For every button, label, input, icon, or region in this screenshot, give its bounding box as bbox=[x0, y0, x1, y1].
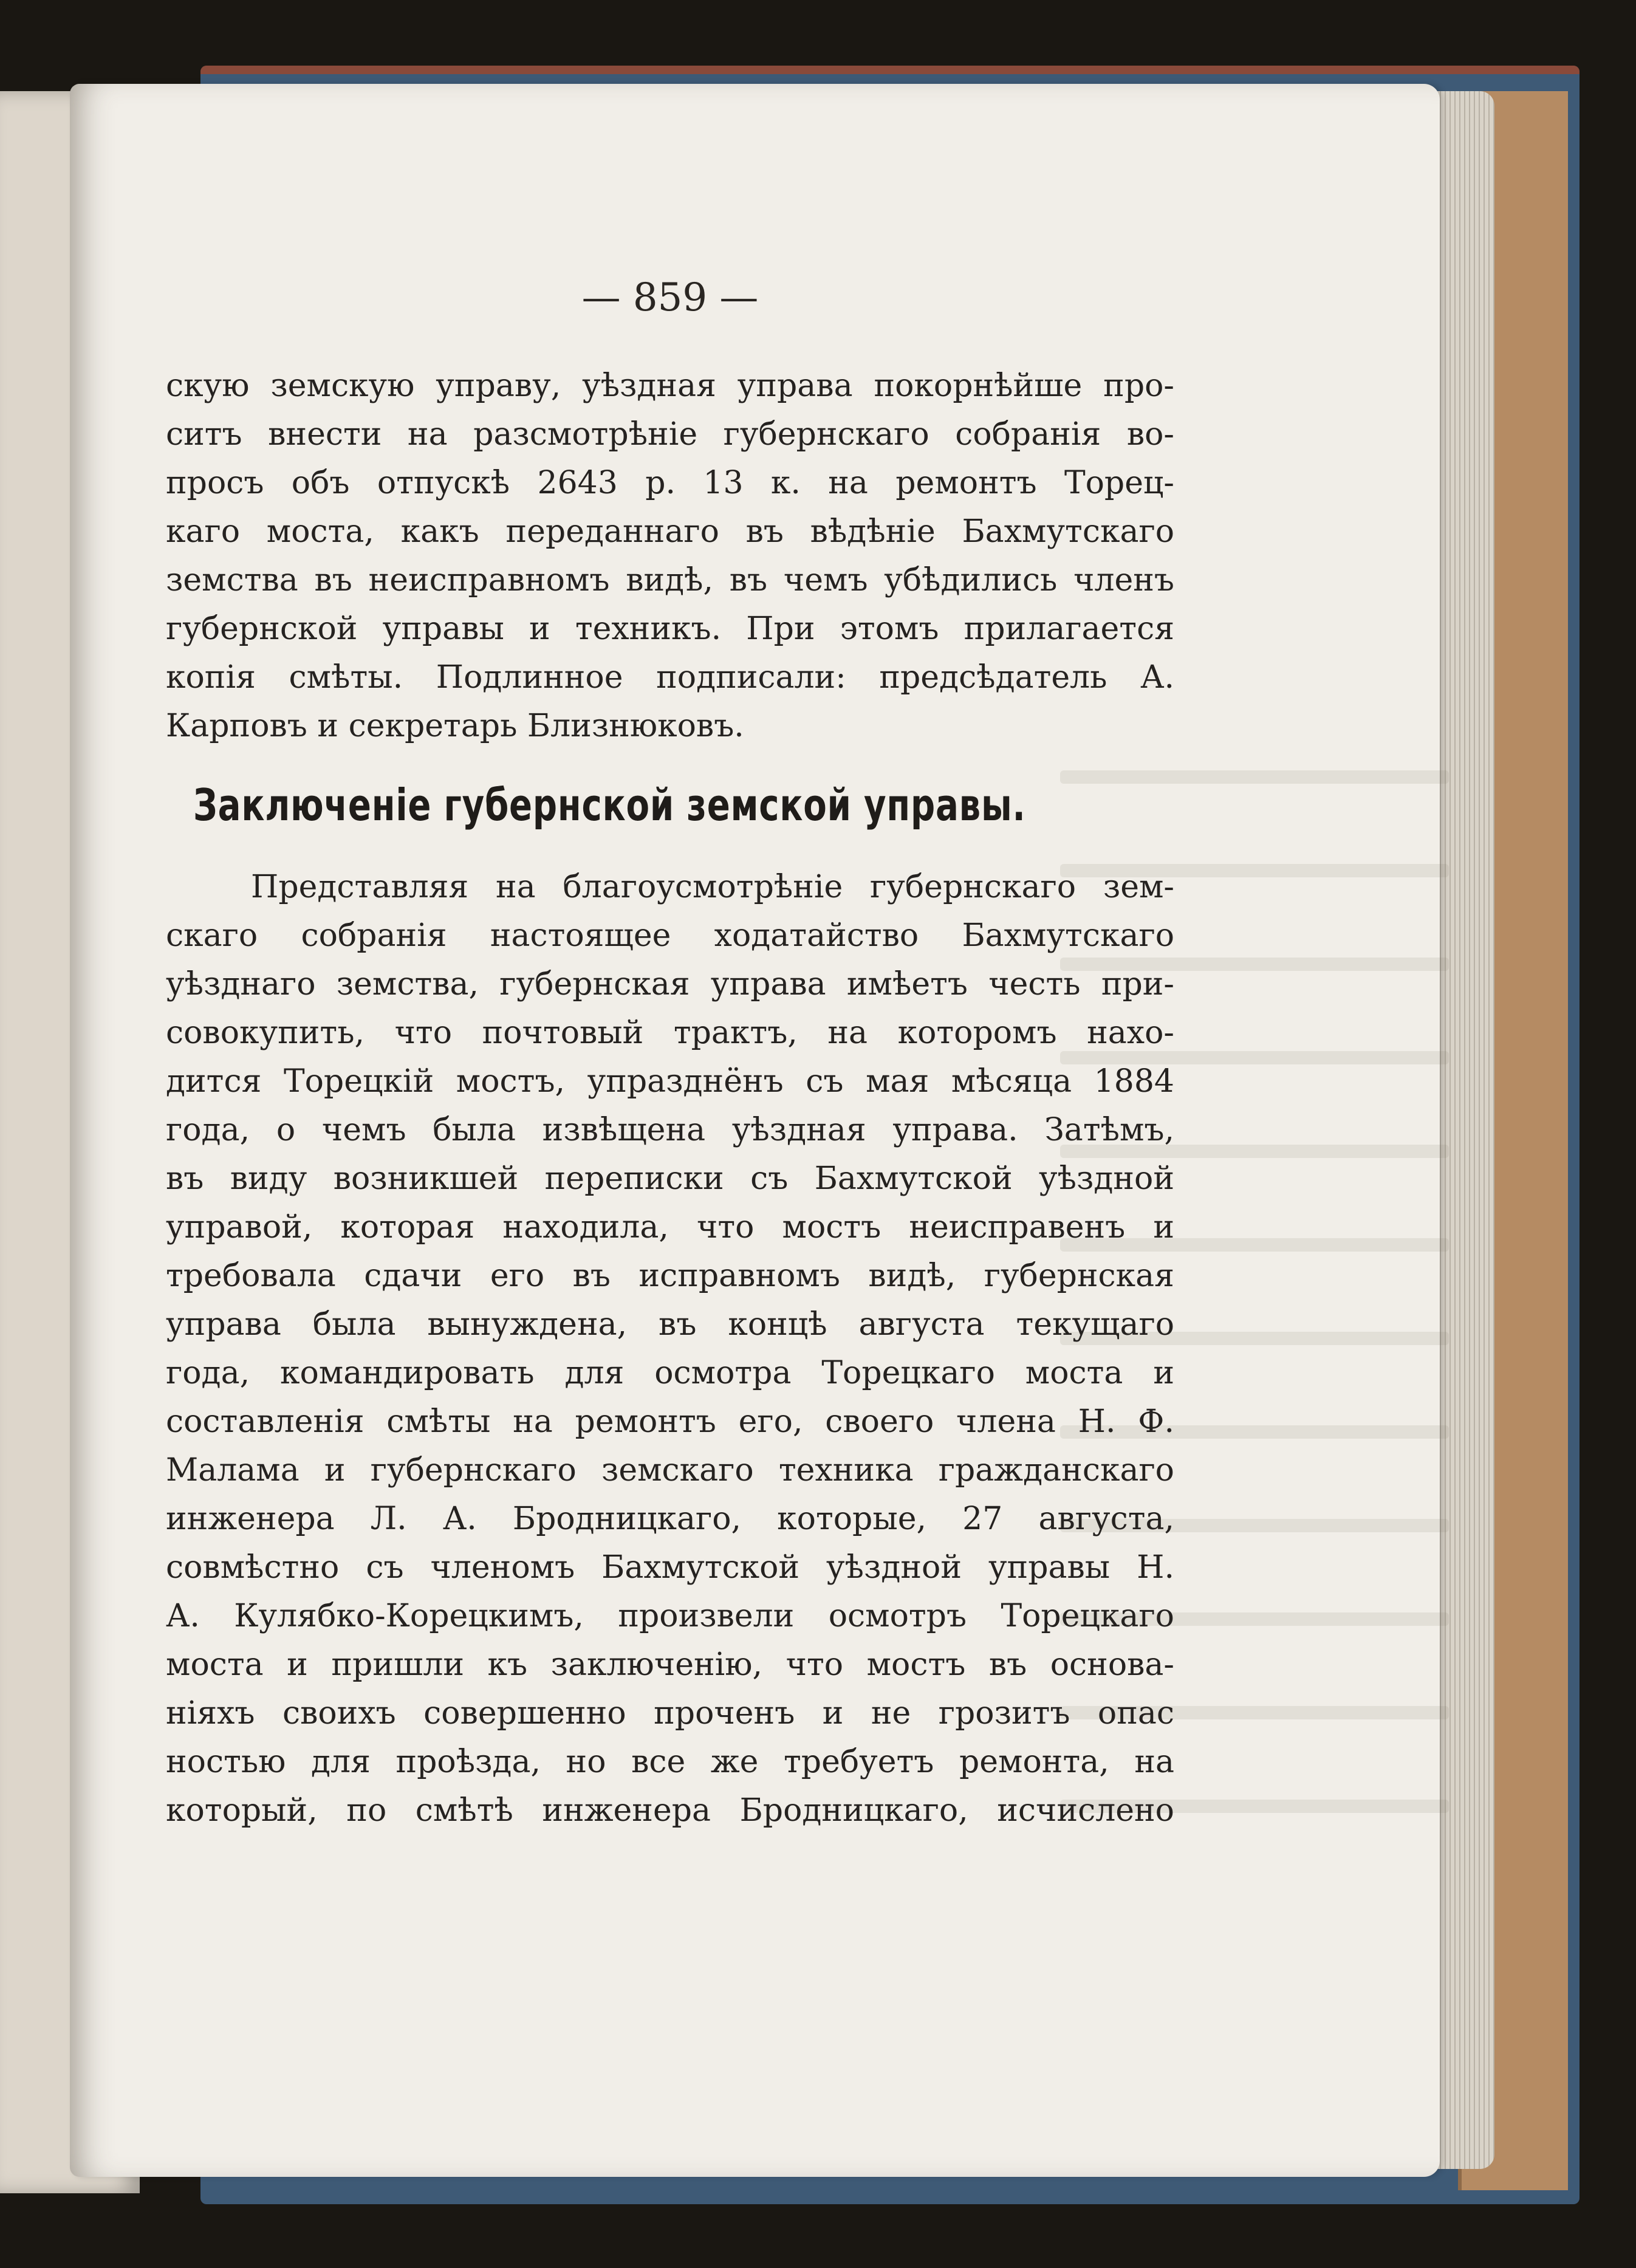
text-line: скую земскую управу, уѣздная управа покорнѣйше про- bbox=[166, 368, 1174, 404]
body-line: Представляя на благоусмотрѣніе губернскаго зем- bbox=[251, 869, 1174, 905]
body-line: Малама и губернскаго земскаго техника гражданскаго bbox=[166, 1452, 1174, 1489]
body-line: ностью для проѣзда, но все же требуетъ ремонта, на bbox=[166, 1744, 1174, 1780]
body-line: совмѣстно съ членомъ Бахмутской уѣздной управы Н. bbox=[166, 1549, 1174, 1586]
body-line: года, командировать для осмотра Торецкаго моста и bbox=[166, 1355, 1174, 1391]
text-line: ситъ внести на разсмотрѣніе губернскаго собранія во- bbox=[166, 416, 1174, 453]
body-line: ніяхъ своихъ совершенно проченъ и не грозитъ опас bbox=[166, 1695, 1174, 1732]
body-line: совокупить, что почтовый трактъ, на которомъ нахо- bbox=[166, 1015, 1174, 1051]
body-line: скаго собранія настоящее ходатайство Бахмутскаго bbox=[166, 917, 1174, 954]
page-number: — 859 — bbox=[581, 275, 759, 320]
body-line: составленія смѣты на ремонтъ его, своего члена Н. Ф. bbox=[166, 1403, 1174, 1440]
body-line: инженера Л. А. Бродницкаго, которые, 27 августа, bbox=[166, 1501, 1174, 1537]
text-line: губернской управы и техникъ. При этомъ прилагается bbox=[166, 611, 1174, 647]
body-line: уѣзднаго земства, губернская управа имѣетъ честь при- bbox=[166, 966, 1174, 1002]
body-line: года, о чемъ была извѣщена уѣздная управа. Затѣмъ, bbox=[166, 1112, 1174, 1148]
text-line: Карповъ и секретарь Близнюковъ. bbox=[166, 708, 744, 744]
text-line: каго моста, какъ переданнаго въ вѣдѣніе Бахмутскаго bbox=[166, 513, 1174, 550]
body-line: который, по смѣтѣ инженера Бродницкаго, исчислено bbox=[166, 1792, 1174, 1829]
body-line: управой, которая находила, что мостъ неисправенъ и bbox=[166, 1209, 1174, 1245]
body-line: дится Торецкій мостъ, упразднёнъ съ мая мѣсяца 1884 bbox=[166, 1063, 1174, 1100]
body-line: А. Кулябко-Корецкимъ, произвели осмотръ Торецкаго bbox=[166, 1598, 1174, 1634]
body-line: моста и пришли къ заключенію, что мостъ въ основа- bbox=[166, 1646, 1174, 1683]
section-heading: Заключеніе губернской земской управы. bbox=[193, 779, 1026, 831]
body-line: требовала сдачи его въ исправномъ видѣ, губернская bbox=[166, 1258, 1174, 1294]
text-line: земства въ неисправномъ видѣ, въ чемъ убѣдились членъ bbox=[166, 562, 1174, 598]
body-line: управа была вынуждена, въ концѣ августа текущаго bbox=[166, 1306, 1174, 1343]
text-line: просъ объ отпускѣ 2643 р. 13 к. на ремонтъ Торец- bbox=[166, 465, 1174, 501]
body-line: въ виду возникшей переписки съ Бахмутской уѣздной bbox=[166, 1160, 1174, 1197]
text-line: копія смѣты. Подлинное подписали: предсѣдатель А. bbox=[166, 659, 1174, 696]
